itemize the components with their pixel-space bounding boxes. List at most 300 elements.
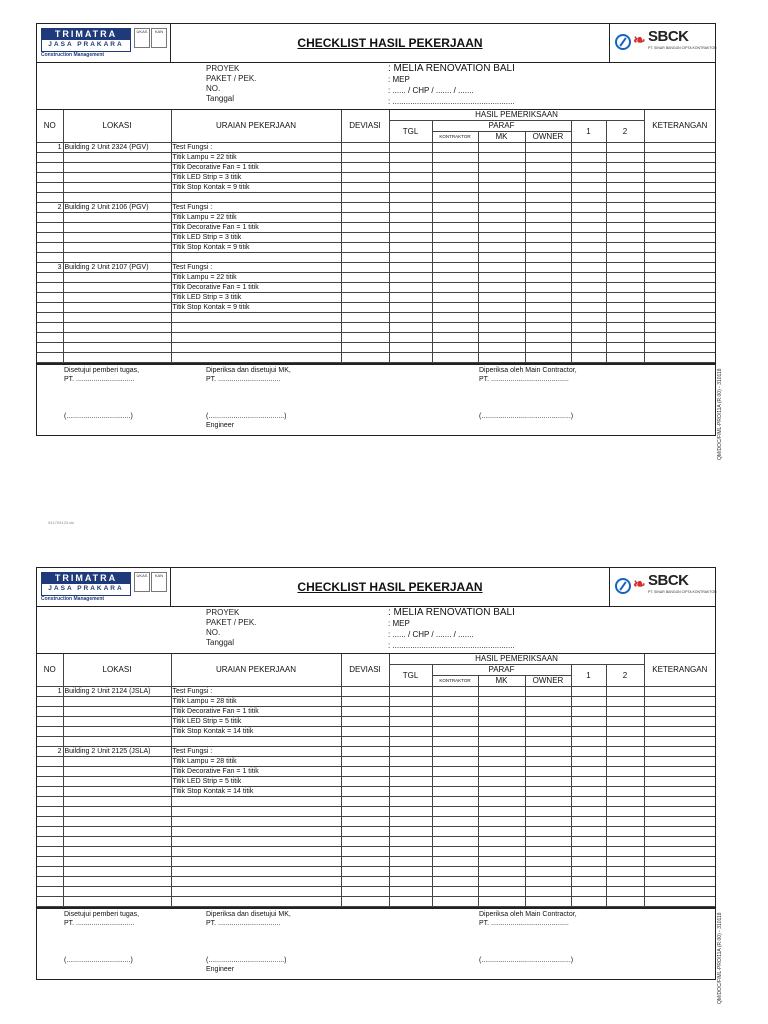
empty-cell	[525, 213, 571, 223]
empty-cell	[606, 707, 644, 717]
sign-mk-title: Diperiksa dan disetujui MK,	[206, 367, 291, 374]
table-row	[37, 143, 715, 153]
signature-block	[37, 363, 715, 435]
document-title: CHECKLIST HASIL PEKERJAAN	[297, 36, 483, 50]
empty-cell	[525, 697, 571, 707]
certification-badge-icon: KAN	[151, 28, 167, 48]
empty-cell	[644, 273, 715, 283]
empty-cell	[389, 293, 432, 303]
header-no: NO	[37, 654, 63, 687]
table-row	[37, 353, 715, 363]
empty-cell	[644, 727, 715, 737]
empty-cell	[644, 847, 715, 857]
empty-cell	[606, 173, 644, 183]
header-tgl: TGL	[389, 665, 432, 687]
table-row	[37, 163, 715, 173]
empty-cell	[525, 193, 571, 203]
row-lokasi	[63, 243, 171, 253]
empty-cell	[389, 143, 432, 153]
empty-cell	[389, 787, 432, 797]
row-uraian: Titik Stop Kontak = 9 titik	[171, 243, 341, 253]
empty-cell	[606, 817, 644, 827]
empty-cell	[389, 857, 432, 867]
empty-cell	[606, 777, 644, 787]
row-uraian: Titik Decorative Fan = 1 titik	[171, 283, 341, 293]
table-row	[37, 737, 715, 747]
empty-cell	[389, 867, 432, 877]
header-tgl: TGL	[389, 121, 432, 143]
empty-cell	[341, 877, 389, 887]
sign-contractor-title: Diperiksa oleh Main Contractor,	[479, 367, 577, 374]
empty-cell	[644, 303, 715, 313]
empty-cell	[478, 173, 525, 183]
table-row	[37, 333, 715, 343]
empty-cell	[478, 687, 525, 697]
empty-cell	[478, 263, 525, 273]
empty-cell	[432, 263, 478, 273]
row-uraian: Titik Stop Kontak = 14 titik	[171, 787, 341, 797]
empty-cell	[389, 837, 432, 847]
empty-cell	[341, 747, 389, 757]
sign-contractor-company: PT. ........................................	[479, 920, 569, 927]
empty-cell	[644, 293, 715, 303]
empty-cell	[525, 163, 571, 173]
empty-cell	[341, 243, 389, 253]
empty-cell	[478, 253, 525, 263]
empty-cell	[432, 293, 478, 303]
empty-cell	[571, 263, 606, 273]
empty-cell	[644, 837, 715, 847]
row-no	[37, 173, 63, 183]
empty-cell	[571, 877, 606, 887]
row-uraian	[171, 887, 341, 897]
row-no	[37, 233, 63, 243]
empty-cell	[571, 193, 606, 203]
empty-cell	[432, 203, 478, 213]
empty-cell	[606, 887, 644, 897]
sign-contractor-title: Diperiksa oleh Main Contractor,	[479, 911, 577, 918]
empty-cell	[341, 697, 389, 707]
table-row	[37, 867, 715, 877]
row-uraian: Titik LED Strip = 3 titik	[171, 233, 341, 243]
empty-cell	[389, 887, 432, 897]
empty-cell	[389, 343, 432, 353]
empty-cell	[341, 767, 389, 777]
sign-owner-company: PT. ..............................	[64, 376, 135, 383]
row-no	[37, 707, 63, 717]
row-lokasi	[63, 717, 171, 727]
empty-cell	[389, 243, 432, 253]
empty-cell	[571, 827, 606, 837]
empty-cell	[644, 353, 715, 363]
empty-cell	[389, 313, 432, 323]
empty-cell	[341, 343, 389, 353]
header-deviasi: DEVIASI	[341, 654, 389, 687]
empty-cell	[478, 223, 525, 233]
empty-cell	[432, 213, 478, 223]
empty-cell	[432, 687, 478, 697]
header-paraf: PARAF	[432, 665, 571, 676]
empty-cell	[525, 223, 571, 233]
empty-cell	[478, 727, 525, 737]
empty-cell	[389, 747, 432, 757]
empty-cell	[606, 697, 644, 707]
header-mk: MK	[478, 676, 525, 687]
row-lokasi	[63, 353, 171, 363]
empty-cell	[644, 143, 715, 153]
empty-cell	[644, 323, 715, 333]
empty-cell	[341, 143, 389, 153]
empty-cell	[478, 717, 525, 727]
info-value-proyek: : MELIA RENOVATION BALI	[388, 63, 515, 74]
row-no	[37, 737, 63, 747]
empty-cell	[525, 877, 571, 887]
row-uraian	[171, 253, 341, 263]
empty-cell	[478, 303, 525, 313]
empty-cell	[341, 223, 389, 233]
row-lokasi	[63, 737, 171, 747]
row-uraian	[171, 817, 341, 827]
empty-cell	[341, 233, 389, 243]
empty-cell	[644, 777, 715, 787]
empty-cell	[571, 757, 606, 767]
row-uraian	[171, 897, 341, 907]
table-row	[37, 807, 715, 817]
form-code-1: QM/DOC/F/ML-PRO/11A (R.00) - 310118	[717, 368, 723, 460]
row-no	[37, 273, 63, 283]
empty-cell	[432, 283, 478, 293]
empty-cell	[432, 827, 478, 837]
row-no	[37, 223, 63, 233]
empty-cell	[571, 313, 606, 323]
sign-owner-company: PT. ..............................	[64, 920, 135, 927]
row-no	[37, 303, 63, 313]
empty-cell	[606, 353, 644, 363]
empty-cell	[341, 837, 389, 847]
row-uraian: Test Fungsi :	[171, 143, 341, 153]
empty-cell	[432, 333, 478, 343]
empty-cell	[644, 203, 715, 213]
empty-cell	[571, 707, 606, 717]
flame-icon: ❧	[633, 32, 646, 49]
empty-cell	[606, 797, 644, 807]
row-lokasi	[63, 727, 171, 737]
empty-cell	[525, 153, 571, 163]
row-no	[37, 353, 63, 363]
empty-cell	[644, 827, 715, 837]
row-lokasi	[63, 767, 171, 777]
row-uraian: Test Fungsi :	[171, 263, 341, 273]
row-no	[37, 313, 63, 323]
empty-cell	[432, 273, 478, 283]
empty-cell	[525, 687, 571, 697]
form-code-2: QM/DOC/F/ML-PRO/11A (R.00) - 310118	[717, 912, 723, 1004]
empty-cell	[341, 283, 389, 293]
empty-cell	[389, 877, 432, 887]
empty-cell	[432, 777, 478, 787]
empty-cell	[644, 243, 715, 253]
row-no	[37, 727, 63, 737]
row-no: 1	[37, 687, 63, 697]
row-no	[37, 717, 63, 727]
empty-cell	[432, 313, 478, 323]
empty-cell	[525, 233, 571, 243]
row-lokasi	[63, 897, 171, 907]
empty-cell	[478, 293, 525, 303]
empty-cell	[478, 153, 525, 163]
empty-cell	[571, 747, 606, 757]
empty-cell	[644, 757, 715, 767]
empty-cell	[341, 867, 389, 877]
header-uraian: URAIAN PEKERJAAN	[171, 654, 341, 687]
empty-cell	[606, 253, 644, 263]
row-lokasi	[63, 707, 171, 717]
row-no	[37, 817, 63, 827]
empty-cell	[478, 897, 525, 907]
table-row	[37, 203, 715, 213]
empty-cell	[432, 353, 478, 363]
empty-cell	[571, 283, 606, 293]
row-lokasi	[63, 233, 171, 243]
table-row	[37, 887, 715, 897]
empty-cell	[571, 807, 606, 817]
empty-cell	[341, 727, 389, 737]
empty-cell	[389, 767, 432, 777]
empty-cell	[389, 707, 432, 717]
sheet-header	[37, 568, 715, 607]
row-lokasi	[63, 313, 171, 323]
empty-cell	[432, 767, 478, 777]
empty-cell	[571, 727, 606, 737]
header-lokasi: LOKASI	[63, 654, 171, 687]
empty-cell	[525, 827, 571, 837]
empty-cell	[606, 827, 644, 837]
empty-cell	[432, 223, 478, 233]
header-owner: OWNER	[525, 676, 571, 687]
table-row	[37, 223, 715, 233]
empty-cell	[525, 767, 571, 777]
table-row	[37, 313, 715, 323]
table-row	[37, 797, 715, 807]
row-lokasi	[63, 343, 171, 353]
empty-cell	[606, 303, 644, 313]
sign-contractor-company: PT. ........................................	[479, 376, 569, 383]
row-no	[37, 253, 63, 263]
empty-cell	[606, 747, 644, 757]
row-lokasi	[63, 887, 171, 897]
brand-name: SBCK	[648, 572, 689, 589]
row-lokasi: Building 2 Unit 2106 (PGV)	[63, 203, 171, 213]
empty-cell	[478, 697, 525, 707]
empty-cell	[644, 333, 715, 343]
row-uraian	[171, 797, 341, 807]
table-row	[37, 767, 715, 777]
row-no	[37, 293, 63, 303]
empty-cell	[644, 173, 715, 183]
row-lokasi	[63, 787, 171, 797]
empty-cell	[606, 163, 644, 173]
table-row	[37, 323, 715, 333]
table-row	[37, 173, 715, 183]
table-row	[37, 857, 715, 867]
empty-cell	[432, 233, 478, 243]
empty-cell	[341, 333, 389, 343]
trimatra-logo	[37, 24, 171, 62]
empty-cell	[644, 223, 715, 233]
empty-cell	[478, 777, 525, 787]
empty-cell	[478, 193, 525, 203]
info-label-proyek: PROYEK	[206, 64, 240, 73]
empty-cell	[432, 143, 478, 153]
header-kontraktor: KONTRAKTOR	[432, 132, 478, 143]
signature-block	[37, 907, 715, 979]
row-no	[37, 897, 63, 907]
table-row	[37, 717, 715, 727]
header-col-1: 1	[571, 121, 606, 143]
empty-cell	[606, 263, 644, 273]
table-row	[37, 827, 715, 837]
empty-cell	[389, 333, 432, 343]
row-lokasi	[63, 777, 171, 787]
empty-cell	[525, 727, 571, 737]
empty-cell	[571, 787, 606, 797]
table-row	[37, 183, 715, 193]
sheet-header	[37, 24, 715, 63]
empty-cell	[525, 313, 571, 323]
empty-cell	[606, 243, 644, 253]
empty-cell	[432, 857, 478, 867]
empty-cell	[389, 757, 432, 767]
info-label-no: NO.	[206, 84, 221, 93]
row-no	[37, 183, 63, 193]
empty-cell	[571, 847, 606, 857]
empty-cell	[571, 253, 606, 263]
header-lokasi: LOKASI	[63, 110, 171, 143]
row-no	[37, 243, 63, 253]
empty-cell	[644, 263, 715, 273]
empty-cell	[478, 877, 525, 887]
row-uraian: Test Fungsi :	[171, 747, 341, 757]
empty-cell	[606, 847, 644, 857]
empty-cell	[478, 747, 525, 757]
table-row	[37, 837, 715, 847]
row-lokasi: Building 2 Unit 2324 (PGV)	[63, 143, 171, 153]
row-uraian	[171, 877, 341, 887]
row-no	[37, 857, 63, 867]
sign-mk-title: Diperiksa dan disetujui MK,	[206, 911, 291, 918]
empty-cell	[571, 737, 606, 747]
empty-cell	[606, 143, 644, 153]
info-label-proyek: PROYEK	[206, 608, 240, 617]
table-row	[37, 253, 715, 263]
empty-cell	[341, 797, 389, 807]
empty-cell	[432, 897, 478, 907]
table-row	[37, 193, 715, 203]
empty-cell	[571, 303, 606, 313]
empty-cell	[478, 887, 525, 897]
row-lokasi	[63, 183, 171, 193]
empty-cell	[432, 163, 478, 173]
info-label-no: NO.	[206, 628, 221, 637]
header-col-1: 1	[571, 665, 606, 687]
empty-cell	[606, 313, 644, 323]
info-label-paket: PAKET / PEK.	[206, 618, 257, 627]
row-lokasi	[63, 163, 171, 173]
empty-cell	[432, 787, 478, 797]
empty-cell	[432, 867, 478, 877]
brand-name: SBCK	[648, 28, 689, 45]
empty-cell	[478, 787, 525, 797]
brand-subtitle: PT. SINAR BANGUN CIPTA KONTRAKTOR	[648, 46, 717, 50]
empty-cell	[478, 273, 525, 283]
empty-cell	[571, 717, 606, 727]
empty-cell	[525, 283, 571, 293]
empty-cell	[606, 273, 644, 283]
empty-cell	[644, 193, 715, 203]
empty-cell	[606, 787, 644, 797]
info-value-tanggal: : .......................................................	[388, 641, 515, 650]
row-lokasi	[63, 827, 171, 837]
empty-cell	[389, 303, 432, 313]
empty-cell	[525, 867, 571, 877]
empty-cell	[389, 697, 432, 707]
empty-cell	[525, 857, 571, 867]
empty-cell	[341, 303, 389, 313]
empty-cell	[606, 717, 644, 727]
empty-cell	[341, 183, 389, 193]
empty-cell	[571, 353, 606, 363]
empty-cell	[571, 143, 606, 153]
empty-cell	[644, 767, 715, 777]
empty-cell	[341, 173, 389, 183]
empty-cell	[478, 283, 525, 293]
row-uraian: Titik Lampu = 28 titik	[171, 697, 341, 707]
row-no	[37, 837, 63, 847]
row-lokasi	[63, 847, 171, 857]
info-value-proyek: : MELIA RENOVATION BALI	[388, 607, 515, 618]
row-uraian	[171, 867, 341, 877]
sign-mk-role: Engineer	[206, 966, 235, 973]
header-paraf: PARAF	[432, 121, 571, 132]
table-row	[37, 777, 715, 787]
empty-cell	[525, 303, 571, 313]
checklist-table	[37, 654, 715, 907]
empty-cell	[478, 233, 525, 243]
row-no	[37, 163, 63, 173]
table-row	[37, 897, 715, 907]
row-lokasi	[63, 817, 171, 827]
row-uraian: Test Fungsi :	[171, 687, 341, 697]
info-label-tanggal: Tanggal	[206, 638, 235, 647]
info-value-tanggal: : .......................................................	[388, 97, 515, 106]
logo-text-top: TRIMATRA	[42, 29, 130, 40]
empty-cell	[432, 717, 478, 727]
empty-cell	[341, 887, 389, 897]
row-uraian: Titik Lampu = 22 titik	[171, 213, 341, 223]
table-row	[37, 817, 715, 827]
row-no: 2	[37, 203, 63, 213]
sign-owner-name: (.................................)	[64, 413, 133, 420]
empty-cell	[341, 263, 389, 273]
row-lokasi	[63, 173, 171, 183]
empty-cell	[571, 333, 606, 343]
row-uraian	[171, 343, 341, 353]
info-value-paket: : MEP	[388, 75, 410, 84]
checklist-sheet-1	[36, 23, 716, 436]
sign-owner-title: Disetujui pemberi tugas,	[64, 367, 140, 374]
row-no: 3	[37, 263, 63, 273]
empty-cell	[389, 203, 432, 213]
